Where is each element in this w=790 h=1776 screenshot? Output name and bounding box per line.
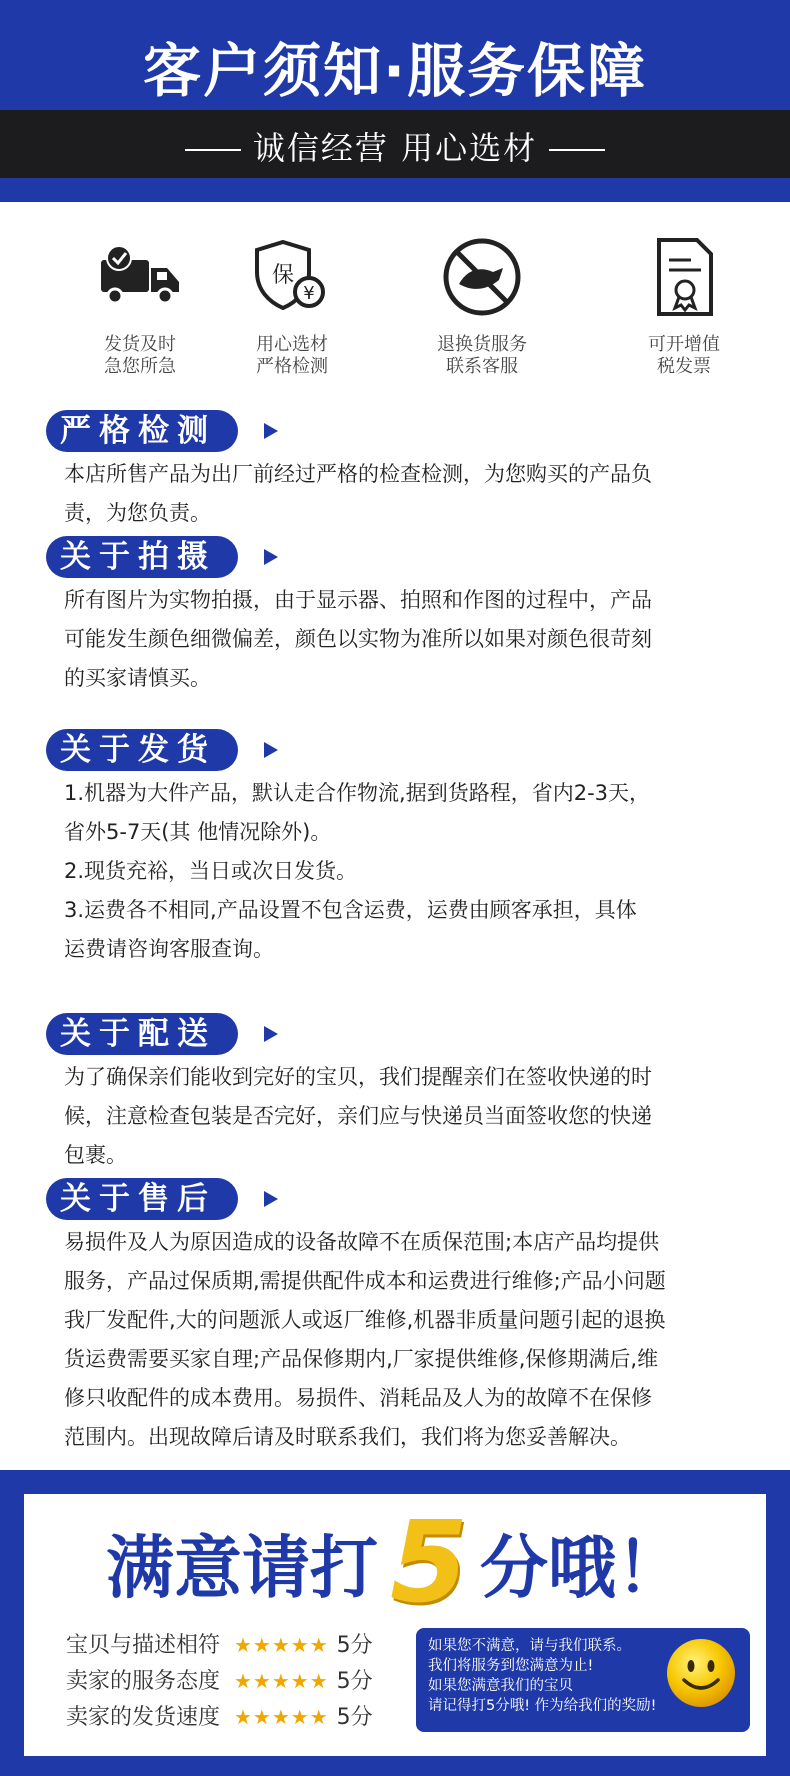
- section-title: 关于拍摄: [46, 536, 238, 578]
- slogan-text: 诚信经营 用心选材: [252, 129, 538, 167]
- slogan: [0, 123, 790, 169]
- arrow-right-icon: [264, 1191, 278, 1207]
- section-title: 关于售后: [46, 1178, 238, 1220]
- satisfaction-notice: 如果您不满意，请与我们联系。 我们将服务到您满意为止! 如果您满意我们的宝贝 请记得打5分哦! 作为给我们的奖励!: [416, 1628, 750, 1732]
- section-body: 所有图片为实物拍摄，由于显示器、拍照和作图的过程中，产品 可能发生颜色细微偏差，颜色以实物为准所以如果对颜色很苛刻 的买家请慎买。: [64, 588, 652, 690]
- star-rating-icon: ★★★★★: [234, 1633, 329, 1657]
- delivery-truck-icon: [95, 232, 185, 322]
- rating-row-shipping-speed: [66, 1700, 373, 1730]
- arrow-right-icon: [264, 1026, 278, 1042]
- rating-row-description: [66, 1628, 373, 1658]
- section-body: 本店所售产品为出厂前经过严格的检查检测，为您购买的产品负 责，为您负责。: [64, 462, 652, 525]
- rating-title-before: 满意请打: [106, 1529, 379, 1609]
- page-title: 客户须知·服务保障: [142, 37, 648, 105]
- feature-quality-check: [202, 232, 382, 378]
- rating-title-after: 分哦！: [479, 1529, 684, 1609]
- header-bottom-strip: [0, 178, 790, 202]
- rating-label: 卖家的发货速度: [66, 1705, 221, 1730]
- section-title: 关于配送: [46, 1013, 238, 1055]
- rating-score: 5分: [336, 1633, 373, 1658]
- rating-score: 5分: [336, 1705, 373, 1730]
- section-title: 严格检测: [46, 410, 238, 452]
- feature-label: 用心选材 严格检测: [256, 334, 328, 377]
- feature-label: 可开增值 税发票: [648, 334, 720, 377]
- feature-vat-invoice: [594, 232, 774, 378]
- arrow-right-icon: [264, 742, 278, 758]
- section-body: 1.机器为大件产品，默认走合作物流,据到货路程，省内2-3天， 省外5-7天(其 他情况除外)。 2.现货充裕，当日或次日发货。 3.运费各不相同,产品设置不包含运费，运费由顾客承担，具体 运费请咨询客服查询。: [64, 781, 651, 961]
- arrow-right-icon: [264, 423, 278, 439]
- star-rating-icon: ★★★★★: [234, 1669, 329, 1693]
- shield-yuan-icon: [247, 232, 337, 322]
- return-exchange-icon: [437, 232, 527, 322]
- rating-label: 卖家的服务态度: [66, 1669, 221, 1694]
- rating-row-service: [66, 1664, 373, 1694]
- svg-text:保: 保: [271, 263, 295, 288]
- rating-label: 宝贝与描述相符: [66, 1633, 221, 1658]
- svg-text:¥: ¥: [303, 283, 315, 304]
- section-body: 为了确保亲们能收到完好的宝贝，我们提醒亲们在签收快递的时 候，注意检查包装是否完好，亲们应与快递员当面签收您的快递 包裹。: [64, 1065, 652, 1167]
- divider-left: [185, 149, 241, 151]
- star-rating-icon: ★★★★★: [234, 1705, 329, 1729]
- invoice-certificate-icon: [639, 232, 729, 322]
- feature-return-service: [392, 232, 572, 378]
- rating-title: [0, 1498, 790, 1628]
- rating-score: 5分: [336, 1669, 373, 1694]
- smiley-face-icon: [664, 1636, 738, 1710]
- section-title: 关于发货: [46, 729, 238, 771]
- arrow-right-icon: [264, 549, 278, 565]
- feature-label: 发货及时 急您所急: [104, 334, 176, 377]
- feature-label: 退换货服务 联系客服: [437, 334, 527, 377]
- rating-title-number: 5: [390, 1498, 468, 1628]
- section-body: 易损件及人为原因造成的设备故障不在质保范围;本店产品均提供 服务，产品过保质期,需提供配件成本和运费进行维修;产品小问题 我厂发配件,大的问题派人或返厂维修,机器非质量问题引起的退换 货运费需要买家自理;产品保修期内,厂家提供维修,保修期满后,维 修只收配件的成本费用。易损件、消耗品及人为的故障不在保修 范围内。出现故障后请及时联系我们，我们将为您妥善解决。: [64, 1230, 666, 1449]
- divider-right: [549, 149, 605, 151]
